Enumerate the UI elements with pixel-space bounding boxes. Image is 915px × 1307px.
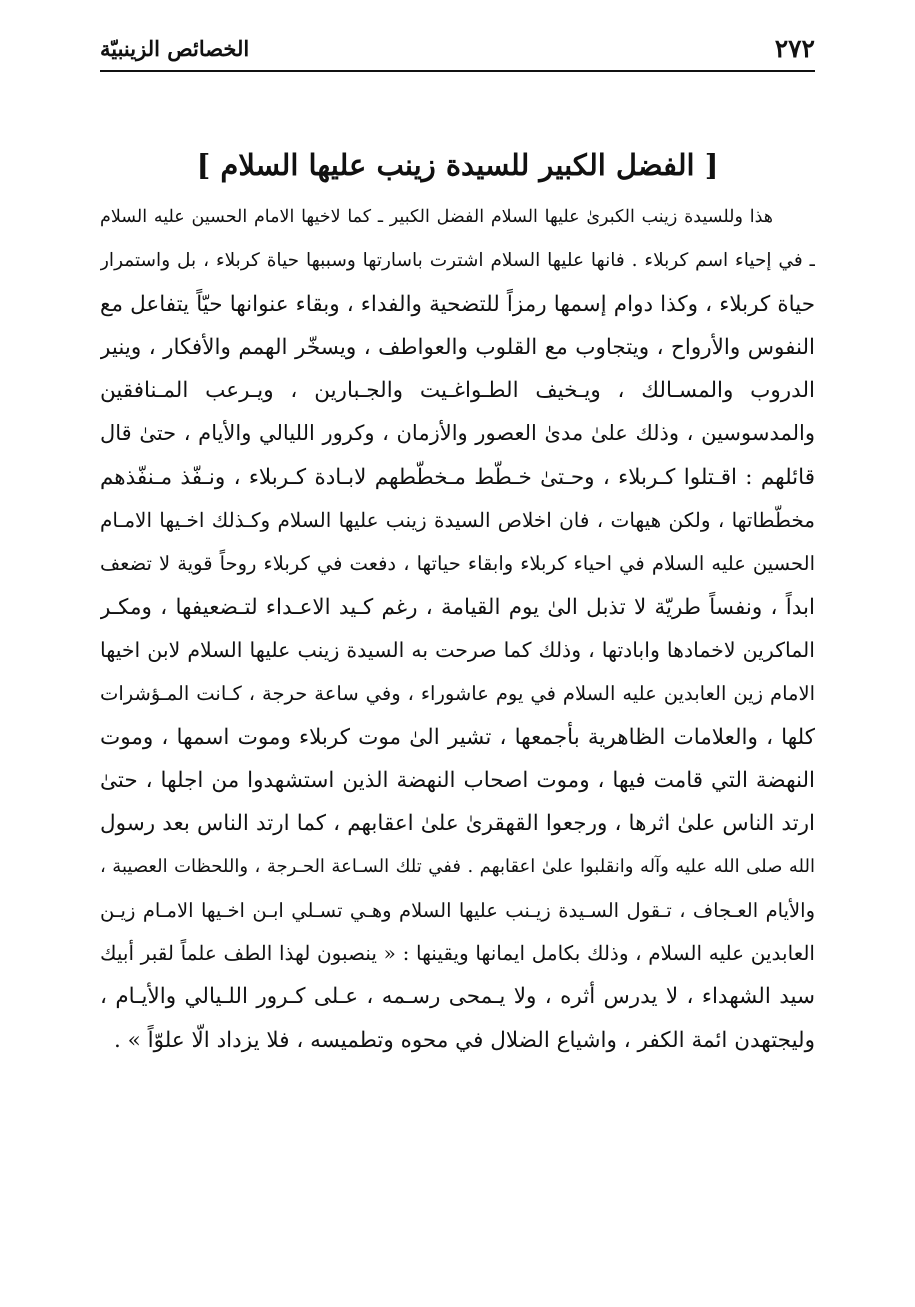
text-line: ابداً ، ونفساً طريّة لا تذبل الىٰ يوم القيامة ، رغم كـيد الاعـداء لتـضعيفها ، ومكـر: [100, 594, 815, 620]
page-header: [100, 26, 815, 70]
text-line: وليجتهدن ائمة الكفر ، واشياع الضلال في محوه وتطميسه ، فلا يزداد الّا علوّاً » .: [114, 1027, 815, 1053]
text-line: النهضة التي قامت فيها ، وموت اصحاب النهضة الذين استشهدوا من اجلها ، حتىٰ: [100, 767, 815, 793]
text-line: النفوس والأرواح ، ويتجاوب مع القلوب والعواطف ، ويسخّر الهمم والأفكار ، وينير: [100, 334, 815, 360]
body-text: [100, 196, 815, 1062]
header-rule: [100, 70, 815, 72]
text-line: والأيام العـجاف ، تـقول السـيدة زيـنب عليها السلام وهـي تسـلي ابـن اخـيها الامـام زيـن: [100, 898, 815, 922]
text-line: الماكرين لاخمادها وابادتها ، وذلك كما صرحت به السيدة زينب عليها السلام لابن اخيها: [100, 637, 815, 662]
text-line: مخطّطاتها ، ولكن هيهات ، فان اخلاص السيدة زينب عليها السلام وكـذلك اخـيها الامـام: [100, 508, 815, 533]
text-line: والمدسوسين ، وذلك علىٰ مدىٰ العصور والأزمان ، وكرور الليالي والأيام ، حتىٰ قال: [100, 421, 815, 446]
text-line: هذا وللسيدة زينب الكبرىٰ عليها السلام الفضل الكبير ـ كما لاخيها الامام الحسين عليه السلام: [100, 207, 773, 227]
text-line: ـ في إحياء اسم كربلاء . فانها عليها السلام اشترت باسارتها وسببها حياة كربلاء ، بل واستمرار: [100, 250, 815, 272]
running-title: الخصائص الزينبيّة: [100, 35, 250, 61]
text-line: الله صلى الله عليه وآله وانقلبوا علىٰ اعقابهم . ففي تلك السـاعة الحـرجة ، واللحظات العصيبة ،: [100, 856, 815, 878]
text-line: ارتد الناس علىٰ اثرها ، ورجعوا القهقرىٰ علىٰ اعقابهم ، كما ارتد الناس بعد رسول: [100, 811, 815, 837]
text-line: كلها ، والعلامات الظاهرية بأجمعها ، تشير الىٰ موت كربلاء وموت اسمها ، وموت: [100, 724, 815, 750]
text-line: الحسين عليه السلام في احياء كربلاء وابقاء حياتها ، دفعت في كربلاء روحاً قوية لا تضعف: [100, 552, 815, 576]
text-line: قائلهم : اقـتلوا كـربلاء ، وحـتىٰ خـطّط مـخطّطهم لابـادة كـربلاء ، ونـفّذ مـنفّذهم: [100, 464, 815, 490]
page-number: ٢٧٢: [774, 33, 815, 63]
text-line: الدروب والمسـالك ، ويـخيف الطـواغـيت والجـبارين ، ويـرعب المـنافقين: [100, 378, 815, 404]
text-line: العابدين عليه السلام ، وذلك بكامل ايمانها ويقينها : « ينصبون لهذا الطف علماً لقبر أبيك: [100, 941, 815, 966]
section-heading: [ الفضل الكبير للسيدة زينب عليها السلام ]: [196, 148, 719, 182]
text-line: حياة كربلاء ، وكذا دوام إسمها رمزاً للتضحية والفداء ، وبقاء عنوانها حيّاً يتفاعل مع: [100, 291, 815, 317]
text-line: سيد الشهداء ، لا يدرس أثره ، ولا يـمحى رسـمه ، عـلى كـرور اللـيالي والأيـام ،: [100, 984, 815, 1010]
text-line: الامام زين العابدين عليه السلام في يوم عاشوراء ، وفي ساعة حرجة ، كـانت المـؤشرات: [100, 682, 815, 706]
